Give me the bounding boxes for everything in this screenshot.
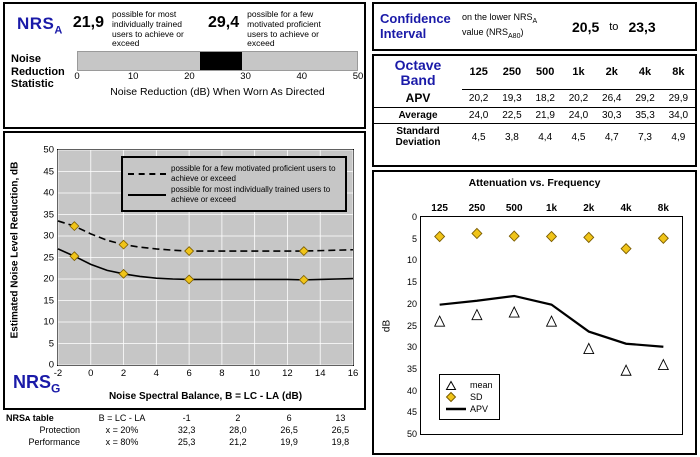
nrsg-y-axis-label-text: Estimated Noise Level Reduction, dB (9, 161, 21, 338)
nrsa-note-few: possible for a few motivated proficient users to achieve or exceed (247, 9, 321, 49)
triangle-icon (446, 381, 466, 390)
attenuation-y-tick: 0 (411, 212, 417, 222)
solid-line-icon (128, 194, 166, 196)
attenuation-x-tick: 4k (620, 203, 632, 214)
nrs-table-col-3: 13 (335, 413, 346, 423)
nrs-table-row1-label: Performance (28, 437, 80, 447)
table-row (374, 108, 695, 124)
nrsg-y-tick: 10 (43, 316, 54, 328)
nrsg-x-tick: 0 (88, 368, 94, 379)
nrsg-x-tick: 16 (347, 368, 359, 379)
octave-row-average-label: Average (374, 108, 462, 124)
attenuation-legend-item-sd (446, 392, 493, 402)
nrs-table-row0-v1: 28,0 (229, 425, 247, 435)
table-row (3, 412, 366, 424)
attenuation-x-tick: 8k (657, 203, 669, 214)
nrsg-x-tick: 4 (153, 368, 159, 379)
octave-row-sd-v0: 4,5 (471, 131, 486, 143)
nrsg-y-tick: 40 (43, 187, 54, 199)
nrsa-bar-track (77, 51, 358, 71)
nrsg-y-tick: 50 (43, 144, 54, 156)
octave-row-apv-v3: 20,2 (562, 89, 595, 108)
nrs-table-row1-v1: 21,2 (229, 437, 247, 447)
confidence-interval-note (462, 12, 566, 41)
confidence-interval-note-line1: on the lower $NRS_A$ (462, 11, 538, 25)
octave-row-average-v4: 30,3 (595, 108, 628, 124)
octave-row-sd-v5: 7,3 (638, 131, 652, 143)
nrs-table-row1-v0: 25,3 (177, 437, 196, 447)
nrs-table-formula: B = LС - LА (98, 413, 146, 423)
nrsa-axis-tick: 50 (352, 71, 364, 83)
nrsa-bar-area (74, 51, 364, 99)
confidence-interval-title (380, 12, 462, 42)
nrsg-legend-label-dashed: possible for a few motivated proficient users to achieve or exceed (171, 164, 336, 183)
attenuation-x-tick: 125 (431, 203, 448, 214)
octave-row-sd-v3: 4,5 (571, 131, 586, 143)
octave-row-apv-v6: 29,9 (662, 89, 695, 108)
octave-row-average-v1: 22,5 (495, 108, 528, 124)
octave-row-apv-v2: 18,2 (529, 89, 562, 108)
nrsa-title-sub: A (54, 24, 63, 37)
nrsg-chartbox (5, 133, 364, 408)
octave-band-title-line1: Octave (394, 57, 442, 73)
octave-band-panel (372, 54, 697, 167)
attenuation-y-tick: 25 (406, 320, 417, 331)
attenuation-y-axis-label (380, 216, 394, 435)
attenuation-y-tick: 10 (406, 255, 417, 266)
nrs-table-grid (3, 412, 366, 448)
nrsa-value-most: 21,9 (72, 14, 104, 31)
table-row (374, 56, 695, 89)
nrs-table-row0-label: Protection (39, 425, 80, 435)
attenuation-legend-label-mean: mean (470, 380, 493, 390)
octave-row-apv-label: APV (374, 89, 462, 108)
nrsa-axis-tick: 20 (184, 71, 195, 83)
nrsg-tag-sub: G (51, 382, 61, 396)
nrsa-bar-fill (200, 52, 242, 70)
nrsg-x-tick: 2 (120, 368, 127, 379)
octave-band-head-4: 2k (595, 56, 628, 89)
nrsa-title-text: NRS (17, 14, 55, 33)
nrsg-legend-item-solid (128, 185, 340, 204)
octave-row-sd-label: Standard Deviation (395, 126, 441, 149)
nrsg-x-tick: 10 (249, 368, 260, 379)
octave-band-title (374, 56, 462, 89)
nrsg-x-tick: 6 (186, 368, 192, 379)
nrsa-axis-tick: 30 (240, 71, 251, 83)
attenuation-y-tick: 40 (406, 385, 417, 396)
octave-band-title-line2: Band (400, 71, 436, 88)
nrsg-y-tick: 15 (43, 295, 54, 306)
nrsg-x-tick: 12 (282, 368, 293, 379)
nrsg-y-tick: 25 (43, 252, 54, 263)
nrsg-y-tick: 30 (43, 230, 54, 242)
nrsg-legend (121, 156, 347, 212)
noise-reduction-statistic (5, 49, 364, 98)
confidence-interval-inner (374, 4, 695, 49)
table-row (3, 424, 366, 436)
nrsg-y-tick: 45 (43, 166, 54, 177)
nrs-table-col-0: -1 (182, 413, 191, 423)
octave-band-table (374, 56, 695, 150)
confidence-interval-to: to (609, 20, 619, 33)
nrsg-tag-text: NRS (13, 372, 52, 393)
octave-row-apv-v1: 19,3 (495, 89, 528, 108)
attenuation-x-tick: 1k (545, 203, 558, 214)
table-row (374, 89, 695, 108)
octave-row-average-v3: 24,0 (562, 108, 595, 124)
nrsa-axis-tick: 0 (74, 71, 80, 83)
nrs-table-row0-v3: 26,5 (331, 425, 350, 435)
octave-row-sd-v2: 4,4 (538, 131, 553, 143)
nrsa-title (9, 8, 69, 36)
nrs-table-row0-v2: 26,5 (280, 425, 298, 435)
nrsg-x-tick: 14 (314, 368, 326, 379)
octave-band-head-6: 8k (662, 56, 695, 89)
attenuation-y-tick: 35 (406, 363, 417, 374)
line-icon (446, 406, 466, 412)
nrsg-tag (13, 372, 60, 396)
dashed-line-icon (128, 173, 166, 175)
octave-band-head-0: 125 (462, 56, 495, 89)
nrsg-y-tick: 35 (43, 209, 54, 220)
octave-row-sd-v1: 3,8 (504, 131, 519, 143)
nrs-table-col-1: 2 (235, 413, 241, 423)
attenuation-legend-item-mean (446, 380, 493, 390)
attenuation-x-tick: 250 (468, 203, 486, 214)
nrsg-y-tick: 5 (48, 338, 54, 349)
nrsg-y-tick: 0 (48, 359, 54, 371)
noise-reduction-statistic-label: Noise Reduction Statistic (11, 53, 65, 91)
octave-row-average-v6: 34,0 (662, 108, 695, 124)
nrs-table-col-2: 6 (286, 413, 292, 423)
attenuation-y-tick: 15 (406, 277, 417, 288)
attenuation-legend-item-apv (446, 404, 493, 414)
confidence-interval-panel (372, 2, 697, 51)
nrsa-summary-row (5, 4, 364, 49)
octave-row-average-v5: 35,3 (628, 108, 661, 124)
octave-row-apv-v0: 20,2 (462, 89, 495, 108)
nrsg-plot-area (43, 144, 359, 379)
nrsg-x-tick: 8 (219, 368, 225, 379)
confidence-interval-low: 20,5 (572, 18, 600, 35)
nrs-table-row1-v3: 19,8 (331, 437, 350, 447)
nrs-table-title: NRSᴀ table (6, 413, 54, 423)
nrsa-axis-tick: 10 (127, 71, 139, 83)
nrsa-bar-caption: Noise Reduction (dB) When Worn As Directed (110, 86, 325, 99)
nrsg-legend-item-dashed (128, 164, 340, 183)
nrsg-legend-label-solid: possible for most individually trained users to achieve or exceed (171, 185, 331, 204)
nrsg-chart-panel (3, 131, 366, 410)
confidence-interval-note-line2: value $(NRS_{A80})$ (462, 26, 524, 40)
attenuation-y-tick: 50 (406, 429, 417, 439)
diamond-icon (446, 392, 466, 402)
nrs-table (3, 412, 366, 455)
octave-row-sd-v6: 4,9 (671, 131, 686, 143)
nrsa-panel (3, 2, 366, 129)
nrs-table-row0-v0: 32,3 (177, 425, 196, 435)
octave-row-average-v0: 24,0 (462, 108, 495, 124)
attenuation-y-tick: 30 (406, 342, 417, 353)
table-row (3, 436, 366, 448)
attenuation-x-tick: 2k (583, 203, 595, 214)
attenuation-x-tick: 500 (505, 203, 523, 214)
nrsa-axis-tick: 40 (296, 71, 308, 83)
nrsg-x-tick: -2 (53, 368, 63, 379)
nrsa-value-few: 29,4 (208, 14, 240, 31)
octave-row-apv-v4: 26,4 (595, 89, 628, 108)
octave-band-head-3: 1k (562, 56, 595, 89)
attenuation-legend (439, 374, 500, 420)
confidence-interval-title-text: Confidence Interval (380, 10, 451, 41)
nrsg-x-axis-label: Noise Spectral Balance, B = LС - LА (dB) (108, 391, 303, 402)
attenuation-y-tick: 5 (411, 233, 417, 244)
octave-row-average-v2: 21,9 (529, 108, 562, 124)
octave-row-apv-v5: 29,2 (628, 89, 661, 108)
nrs-table-row1-x: x = 80% (105, 437, 139, 447)
attenuation-chart-title: Attenuation vs. Frequency (468, 177, 601, 189)
attenuation-y-axis-label-text: dB (381, 319, 393, 332)
octave-band-head-5: 4k (628, 56, 661, 89)
confidence-interval-high: 23,3 (628, 18, 656, 35)
attenuation-legend-label-sd: SD (470, 392, 483, 402)
octave-band-head-1: 250 (495, 56, 528, 89)
octave-row-sd-v4: 4,7 (604, 131, 619, 143)
octave-band-head-2: 500 (529, 56, 562, 89)
attenuation-chart-panel (372, 170, 697, 455)
nrsg-y-tick: 20 (43, 273, 54, 285)
nrsa-bar-axis (74, 71, 364, 85)
nrsa-note-most: possible for most individually trained users to achieve or exceed (112, 9, 184, 49)
nrs-table-row1-v2: 19,9 (280, 437, 298, 447)
nrs-table-row0-x: x = 20% (105, 425, 139, 435)
attenuation-legend-label-apv: APV (470, 404, 489, 414)
attenuation-y-tick: 20 (406, 298, 417, 309)
attenuation-plot-area (406, 203, 683, 439)
attenuation-y-tick: 45 (406, 407, 417, 418)
table-row (374, 124, 695, 151)
nrsg-y-axis-label (8, 133, 22, 366)
